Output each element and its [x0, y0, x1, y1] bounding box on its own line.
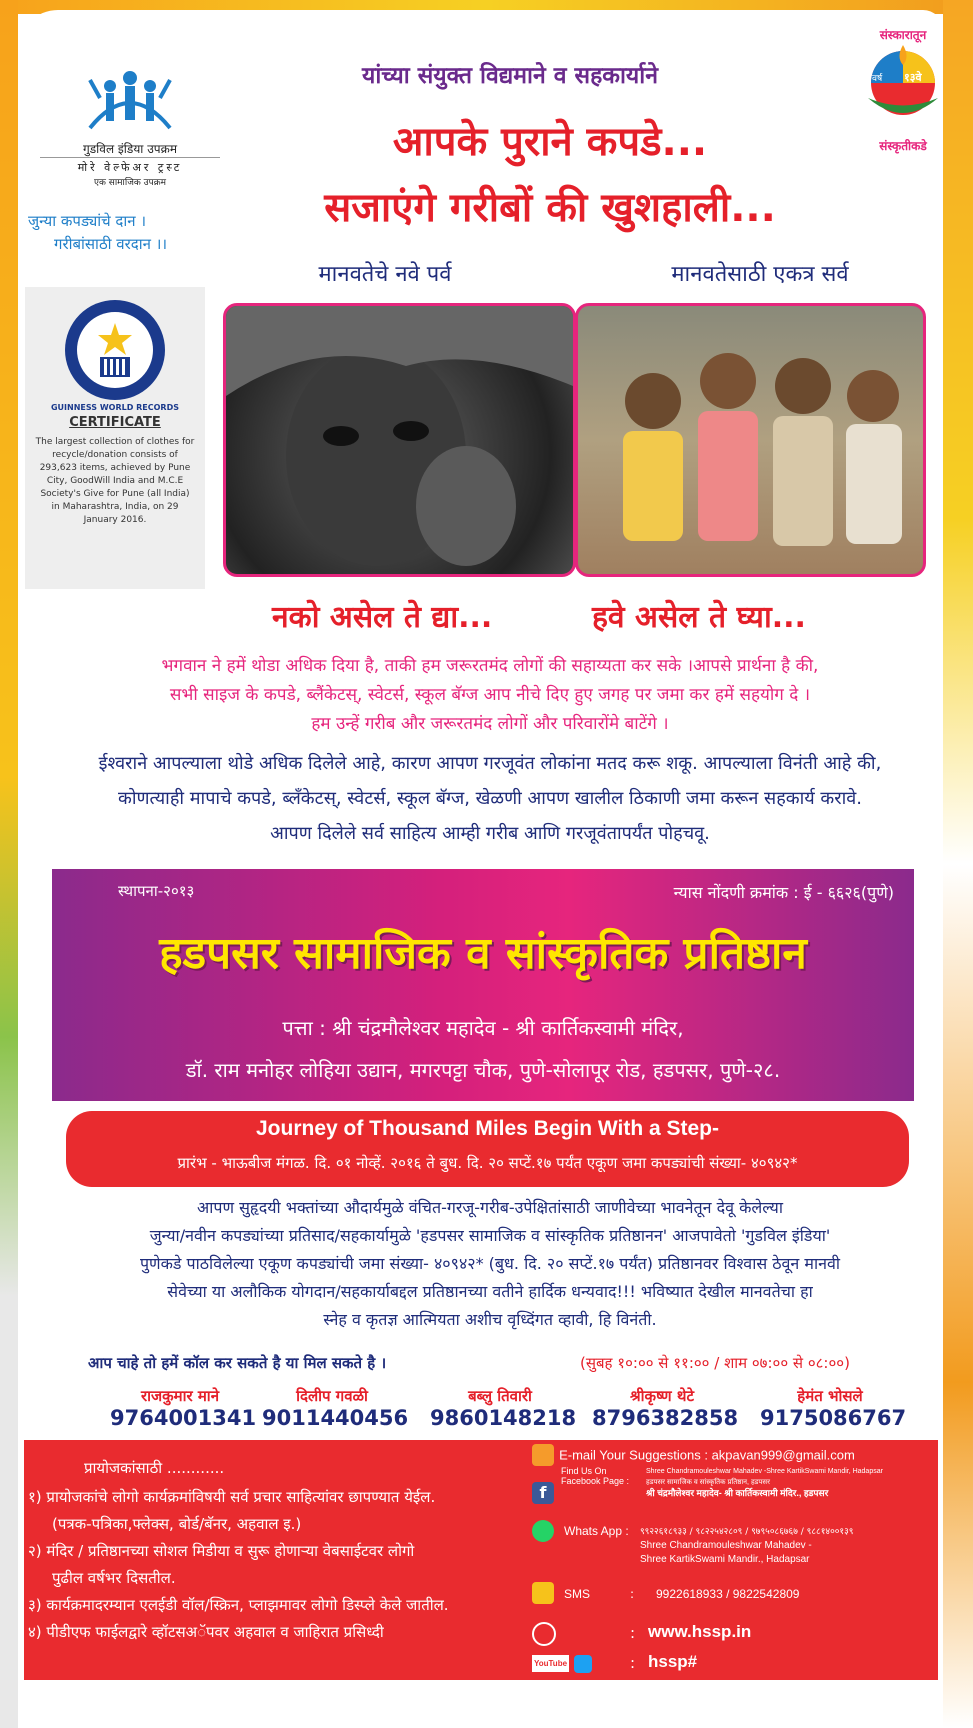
social-row — [532, 1653, 592, 1673]
facebook-pages[interactable] — [646, 1466, 936, 1499]
whatsapp-group-2: Shree KartikSwami Mandir., Hadapsar — [640, 1554, 810, 1565]
sponsor-item: २) मंदिर / प्रतिष्ठानच्या सोशल मिडीया व सुरू होणाऱ्या वेबसाईटवर लोगो — [28, 1542, 415, 1560]
sponsor-item: १) प्रायोजकांचे लोगो कार्यक्रमांविषयी सर्व प्रचार साहित्यांवर छापण्यात येईल. — [28, 1488, 436, 1506]
globe-icon — [532, 1622, 556, 1646]
contact-phone[interactable]: 9764001341 — [110, 1406, 257, 1430]
right-frame-stripe — [943, 0, 973, 1728]
email-row — [532, 1444, 855, 1466]
sms-icon — [532, 1582, 554, 1604]
goodwill-india-logo — [40, 68, 220, 188]
facebook-page-3: श्री चंद्रमौलेश्वर महादेव- श्री कार्तिकस्वामी मंदिर., हडपसर — [646, 1488, 829, 1498]
slogan-line-1: आपके पुराने कपडे... — [392, 119, 708, 165]
sponsor-item: पुढील वर्षभर दिसतील. — [52, 1569, 176, 1587]
registration-number: न्यास नोंदणी क्रमांक : ई - ६६२६(पुणे) — [673, 883, 894, 902]
slogan-give: नको असेल ते द्या... — [272, 600, 493, 635]
twitter-icon[interactable] — [574, 1655, 592, 1673]
website-row — [532, 1622, 556, 1650]
people-icon — [80, 68, 180, 138]
certificate-text: The largest collection of clothes for recycle/donation consists of 293,623 items, achieved by Pune City, GoodWill India and M.C.E Society's Give for Pune (all India) in Maharashtra, India, on 29 January 2016. — [35, 437, 195, 525]
hindi-paragraph — [40, 652, 940, 739]
thanks-line-1: आपण सुहृदयी भक्तांच्या औदार्यमुळे वंचित-गरजू-गरीब-उपेक्षितांसाठी जाणीवेच्या भावनेतून देवू केलेल्या — [197, 1198, 783, 1217]
facebook-icon[interactable]: f — [532, 1482, 554, 1504]
contact-phone[interactable]: 8796382858 — [592, 1406, 739, 1430]
contact-name: हेमंत भोसले — [797, 1387, 863, 1405]
facebook-label: Find Us On Facebook Page : — [561, 1466, 630, 1486]
thanks-line-4: सेवेच्या या अलौकिक योगदान/सहकार्याबद्दल प्रतिष्ठानच्या वतीने हार्दिक धन्यवाद!!! भविष्यात देखील मानवतेचा हा — [167, 1282, 813, 1301]
header-tagline: यांच्या संयुक्त विद्यमाने व सहकार्याने — [361, 63, 658, 89]
journey-subtitle: प्रारंभ - भाऊबीज मंगळ. दि. ०१ नोव्हें. २०१६ ते बुध. दि. २० सप्टें.१७ पर्यंत एकूण जमा कपड्यांची संख्या- ४०९४२* — [177, 1154, 798, 1172]
hashtag-separator: : — [630, 1654, 636, 1672]
diya-icon — [858, 43, 948, 133]
whatsapp-row — [532, 1520, 554, 1546]
contact-name: श्रीकृष्ण थेटे — [629, 1387, 695, 1405]
facebook-page-2: हडपसर सामाजिक व सांस्कृतिक प्रतिष्ठान, हडपसर — [646, 1479, 770, 1486]
thanks-paragraph — [40, 1194, 940, 1334]
sponsors-heading: प्रायोजकांसाठी ............ — [84, 1459, 225, 1477]
sms-numbers[interactable]: 9922618933 / 9822542809 — [656, 1587, 800, 1601]
slogan-take: हवे असेल ते घ्या... — [592, 600, 806, 635]
sponsors-list — [28, 1484, 548, 1646]
right-caption: मानवतेसाठी एकत्र सर्व — [671, 262, 849, 287]
hindi-line-1: भगवान ने हमें थोडा अधिक दिया है, ताकी हम जरूरतमंद लोगों की सहाय्यता कर सके ।आपसे प्रार्थना है की, — [161, 656, 819, 676]
goodwill-subtitle: एक सामाजिक उपक्रम — [94, 178, 166, 188]
marathi-line-3: आपण दिलेले सर्व साहित्य आम्ही गरीब आणि गरजूवंतापर्यंत पोहचवू. — [270, 823, 710, 844]
sanskar-logo — [858, 26, 948, 176]
hindi-line-2: सभी साइज के कपडे, ब्लैंकेटस्, स्वेटर्स, स्कूल बॅग्ज आप नीचे दिए हुए जगह पर जमा कर हमें सहयोग दे । — [169, 685, 811, 705]
contact-3 — [430, 1386, 577, 1430]
marathi-paragraph — [30, 746, 950, 851]
goodwill-title: गुडविल इंडिया उपक्रम — [83, 142, 177, 156]
sanskar-year: १३वे — [904, 71, 922, 84]
thanks-line-2: जुन्या/नवीन कपड्यांच्या प्रतिसाद/सहकार्यामुळे 'हडपसर सामाजिक व सांस्कृतिक प्रतिष्ठानन' आजपावेतो 'गुडविल इंडिया' — [149, 1226, 831, 1245]
sponsor-item: (पत्रक-पत्रिका,फ्लेक्स, बोर्ड/बॅनर, अहवाल इ.) — [52, 1515, 302, 1533]
organization-band — [52, 869, 914, 1101]
whatsapp-icon[interactable] — [532, 1520, 554, 1542]
contact-phone[interactable]: 9011440456 — [262, 1406, 409, 1430]
contact-name: दिलीप गवळी — [296, 1387, 368, 1405]
sms-row — [532, 1582, 554, 1608]
child-face-image — [226, 306, 573, 574]
photo-children — [575, 303, 926, 577]
sms-label: SMS — [564, 1587, 591, 1601]
sanskar-bottom-text: संस्कृतीकडे — [879, 139, 927, 153]
website-link[interactable]: www.hssp.in — [648, 1622, 752, 1641]
call-text: आप चाहे तो हमें कॉल कर सकते है या मिल सकते है । — [88, 1354, 387, 1372]
children-group-image — [578, 306, 923, 574]
whatsapp-numbers[interactable]: ९९२२६१८९३३ / ९८२२५४२८०९ / ९७९५०८६७६७ / ९८८१४००१३९ — [640, 1527, 854, 1537]
whatsapp-group-1: Shree Chandramouleshwar Mahadev - — [640, 1540, 812, 1551]
thanks-line-3: पुणेकडे पाठविलेल्या एकूण कपड्यांची जमा संख्या- ४०९४२* (बुध. दि. २० सप्टें.१७ पर्यंत) प्रतिष्ठानवर विश्वास ठेवून मानवी — [139, 1254, 841, 1273]
sanskar-year-label: वर्ष — [872, 74, 883, 84]
footer — [24, 1440, 938, 1680]
email-text[interactable]: E-mail Your Suggestions : akpavan999@gmail.com — [559, 1447, 855, 1463]
thanks-line-5: स्नेह व कृतज्ञ आत्मियता अशीच वृध्दिंगत व्हावी, हि विनंती. — [323, 1310, 657, 1329]
contact-name: राजकुमार माने — [140, 1387, 220, 1405]
sponsor-item: ४) पीडीएफ फाईलद्वारे व्हॉटसअॅपवर अहवाल व जाहिरात प्रसिध्दी — [28, 1623, 384, 1641]
sanskar-top-text: संस्कारातून — [879, 28, 927, 42]
hindi-line-3: हम उन्हें गरीब और जरूरतमंद लोगों और परिवारोंमे बाटेंगे । — [311, 714, 669, 734]
facebook-row — [532, 1482, 554, 1504]
photo-child-face — [223, 303, 576, 577]
marathi-line-2: कोणत्याही मापाचे कपडे, ब्लँकेटस्, स्वेटर्स, स्कूल बॅग्ज, खेळणी आपण खालील ठिकाणी जमा करून सहकार्य करावे. — [118, 788, 862, 809]
contact-5 — [760, 1386, 907, 1430]
goodwill-tag-2: गरीबांसाठी वरदान ।। — [54, 235, 168, 253]
marathi-line-1: ईश्वराने आपल्याला थोडे अधिक दिलेले आहे, कारण आपण गरजूवंत लोकांना मतद करू शकू. आपल्याला विनंती आहे की, — [98, 753, 882, 774]
contact-2 — [262, 1386, 409, 1430]
contact-phone[interactable]: 9860148218 — [430, 1406, 577, 1430]
whatsapp-label: Whats App : — [564, 1524, 629, 1538]
sms-separator: : — [630, 1587, 635, 1601]
established-year: स्थापना-२०१३ — [118, 882, 195, 900]
contact-4 — [592, 1386, 739, 1430]
left-caption: मानवतेचे नवे पर्व — [318, 262, 452, 287]
address-line-1: पत्ता : श्री चंद्रमौलेश्वर महादेव - श्री कार्तिकस्वामी मंदिर, — [282, 1016, 684, 1040]
certificate-title: CERTIFICATE — [69, 415, 161, 430]
call-timings: (सुबह १०:०० से ११:०० / शाम ०७:०० से ०८:००) — [580, 1354, 850, 1372]
guinness-seal-icon — [60, 295, 170, 405]
journey-title: Journey of Thousand Miles Begin With a Step- — [255, 1117, 719, 1140]
journey-box — [66, 1111, 909, 1187]
contact-1 — [110, 1386, 257, 1430]
slogan-line-2: सजाएंगे गरीबों की खुशहाली... — [324, 185, 776, 231]
youtube-icon[interactable]: YouTube — [532, 1655, 569, 1672]
contact-name: बब्लु तिवारी — [468, 1387, 532, 1405]
email-icon — [532, 1444, 554, 1466]
facebook-page-1: Shree Chandramouleshwar Mahadev -Shree KartikSwami Mandir, Hadapsar — [646, 1468, 883, 1475]
hashtag[interactable]: hssp# — [648, 1652, 698, 1671]
goodwill-tag-1: जुन्या कपड्यांचे दान । — [28, 212, 147, 230]
left-frame-stripe — [0, 0, 18, 1728]
address-line-2: डॉ. राम मनोहर लोहिया उद्यान, मगरपट्टा चौक, पुणे-सोलापूर रोड, हडपसर, पुणे-२८. — [185, 1058, 781, 1082]
guinness-brand: GUINNESS WORLD RECORDS — [50, 403, 179, 412]
sponsor-item: ३) कार्यक्रमादरम्यान एलईडी वॉल/स्क्रिन, प्लाझमावर लोगो डिस्प्ले केले जातील. — [28, 1596, 449, 1614]
goodwill-trust: मोरे वेल्फेअर ट्रस्ट — [40, 157, 220, 175]
guinness-certificate — [25, 287, 205, 589]
organization-name: हडपसर सामाजिक व सांस्कृतिक प्रतिष्ठान — [159, 928, 807, 979]
website-separator: : — [630, 1624, 636, 1642]
contact-phone[interactable]: 9175086767 — [760, 1406, 907, 1430]
